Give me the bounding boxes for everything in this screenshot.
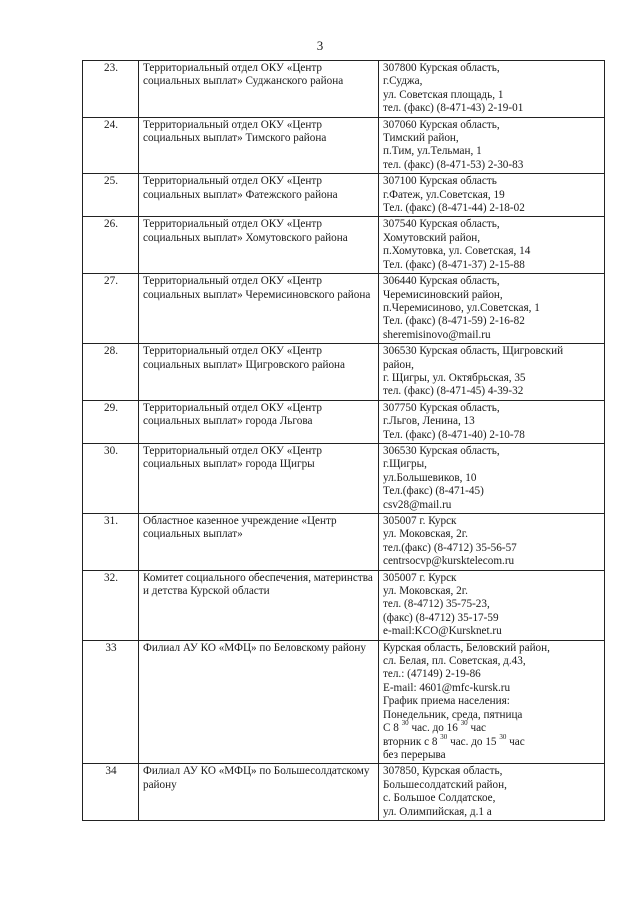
address-line: e-mail:KCO@Kursknet.ru (383, 625, 502, 638)
row-number: 30. (83, 443, 139, 513)
address-line: тел.(факс) (8-4712) 35-56-57 (383, 541, 517, 554)
schedule-line: без перерыва (383, 748, 446, 761)
schedule-line (383, 719, 601, 735)
address-line: Тел.(факс) (8-471-45) (383, 485, 484, 498)
address-line: г.Фатеж, ул.Советская, 19 (383, 188, 505, 201)
institution-name-text: Территориальный отдел ОКУ «Центр социальных выплат» города Льгова (143, 401, 323, 428)
address-line: 306530 Курская область, Щигровский (383, 345, 564, 358)
institution-address (379, 640, 605, 764)
institution-name-text: Территориальный отдел ОКУ «Центр социальных выплат» Суджанского района (143, 62, 344, 88)
institution-name (139, 61, 379, 118)
institution-name (139, 514, 379, 571)
address-line: район, (383, 358, 414, 371)
schedule-text: час (467, 722, 487, 735)
schedule-text: вторник с 8 (383, 735, 441, 748)
institution-name (139, 344, 379, 401)
institution-address (379, 61, 605, 118)
address-line: Большесолдатский район, (383, 778, 507, 791)
schedule-text: час. до 15 (447, 735, 500, 748)
address-line: Тел. (факс) (8-471-44) 2-18-02 (383, 202, 525, 215)
address-line: 307850, Курская область, (383, 765, 503, 778)
address-line: Черемисиновский район, (383, 288, 503, 301)
address-line: тел. (факс) (8-471-43) 2-19-01 (383, 102, 524, 115)
institution-address (379, 344, 605, 401)
address-line: г.Льгов, Ленина, 13 (383, 415, 475, 428)
table-row (83, 344, 605, 401)
row-number: 33 (83, 640, 139, 764)
address-line: с. Большое Солдатское, (383, 792, 496, 805)
address-line: 307750 Курская область, (383, 401, 500, 414)
address-line: E-mail: 4601@mfc-kursk.ru (383, 681, 511, 694)
address-line: г.Суджа, (383, 75, 423, 88)
address-line: ул. Олимпийская, д.1 а (383, 805, 492, 818)
row-number: 25. (83, 174, 139, 217)
institution-address (379, 764, 605, 821)
row-number: 28. (83, 344, 139, 401)
address-line: 307800 Курская область, (383, 62, 500, 74)
address-line: г. Щигры, ул. Октябрьская, 35 (383, 371, 526, 384)
row-number: 32. (83, 570, 139, 640)
institution-name (139, 570, 379, 640)
institution-name-text: Территориальный отдел ОКУ «Центр социальных выплат» Хомутовского района (143, 218, 348, 244)
schedule-text: час (506, 735, 525, 748)
institution-address (379, 400, 605, 443)
address-line: 305007 г. Курск (383, 571, 457, 584)
table-row (83, 117, 605, 174)
institution-address (379, 217, 605, 274)
address-line: ул.Большевиков, 10 (383, 471, 477, 484)
address-line: ул. Моковская, 2г. (383, 585, 468, 598)
schedule-text: С 8 (383, 722, 402, 735)
time-minutes: 30 (440, 732, 448, 741)
institution-name-text: Филиал АУ КО «МФЦ» по Беловскому району (143, 641, 366, 654)
table-row (83, 61, 605, 118)
table-row (83, 400, 605, 443)
institution-name-text: Филиал АУ КО «МФЦ» по Большесолдатскому району (143, 765, 370, 791)
address-line: ул. Советская площадь, 1 (383, 88, 504, 101)
table-body (83, 61, 605, 821)
address-line: ул. Моковская, 2г. (383, 528, 468, 541)
institution-address (379, 274, 605, 344)
address-line: 306530 Курская область, (383, 444, 500, 457)
address-line: График приема населения: (383, 695, 510, 708)
institution-name-text: Территориальный отдел ОКУ «Центр социальных выплат» города Щигры (143, 444, 323, 471)
address-line: п.Тим, ул.Тельман, 1 (383, 145, 482, 158)
address-line: Тел. (факс) (8-471-40) 2-10-78 (383, 428, 525, 441)
address-line: 307100 Курская область (383, 175, 497, 188)
address-line: (факс) (8-4712) 35-17-59 (383, 611, 499, 624)
institution-name (139, 274, 379, 344)
address-line: sheremisinovo@mail.ru (383, 328, 491, 341)
row-number: 26. (83, 217, 139, 274)
time-minutes: 30 (460, 719, 468, 728)
institution-name (139, 117, 379, 174)
institution-name-text: Территориальный отдел ОКУ «Центр социальных выплат» Тимского района (143, 118, 327, 145)
institution-name-text: Территориальный отдел ОКУ «Центр социальных выплат» Черемисиновского района (143, 275, 371, 301)
row-number: 23. (83, 61, 139, 118)
table-row (83, 764, 605, 821)
row-number: 24. (83, 117, 139, 174)
address-line: сл. Белая, пл. Советская, д.43, (383, 655, 526, 668)
address-line: п.Хомутовка, ул. Советская, 14 (383, 245, 531, 258)
address-line: Хомутовский район, (383, 231, 481, 244)
address-line: Курская область, Беловский район, (383, 641, 550, 654)
address-line: Тел. (факс) (8-471-59) 2-16-82 (383, 315, 525, 328)
row-number: 34 (83, 764, 139, 821)
institution-name (139, 764, 379, 821)
institution-name (139, 174, 379, 217)
institution-address (379, 514, 605, 571)
address-line: п.Черемисиново, ул.Советская, 1 (383, 301, 540, 314)
institution-address (379, 570, 605, 640)
table-row (83, 274, 605, 344)
address-line: centrsocvp@kursktelecom.ru (383, 555, 515, 568)
schedule-line (383, 732, 601, 749)
institution-address (379, 443, 605, 513)
address-line: csv28@mail.ru (383, 498, 452, 511)
time-minutes: 30 (499, 732, 507, 741)
address-line: тел. (8-4712) 35-75-23, (383, 598, 490, 611)
address-line: 306440 Курская область, (383, 275, 500, 288)
institution-name-text: Областное казенное учреждение «Центр социальных выплат» (143, 515, 337, 541)
institutions-table (82, 60, 605, 821)
institution-name (139, 640, 379, 764)
institution-name-text: Комитет социального обеспечения, материнства и детства Курской области (143, 571, 373, 598)
address-line: тел. (факс) (8-471-53) 2-30-83 (383, 158, 524, 171)
page-number: 3 (316, 38, 324, 53)
table-row (83, 174, 605, 217)
table-row (83, 640, 605, 764)
table-row (83, 570, 605, 640)
address-line: 307540 Курская область, (383, 218, 500, 231)
table-row (83, 217, 605, 274)
row-number: 27. (83, 274, 139, 344)
address-line: тел. (факс) (8-471-45) 4-39-32 (383, 385, 524, 398)
address-line: Тел. (факс) (8-471-37) 2-15-88 (383, 258, 525, 271)
row-number: 31. (83, 514, 139, 571)
address-line: тел.: (47149) 2-19-86 (383, 668, 481, 681)
institution-name (139, 217, 379, 274)
row-number: 29. (83, 400, 139, 443)
institution-name-text: Территориальный отдел ОКУ «Центр социальных выплат» Фатежского района (143, 175, 338, 201)
schedule-text: час. до 16 (408, 722, 461, 735)
institution-name (139, 443, 379, 513)
institution-address (379, 117, 605, 174)
time-minutes: 30 (401, 719, 409, 728)
address-line: г.Щигры, (383, 458, 427, 471)
address-line: Понедельник, среда, пятница (383, 708, 523, 721)
institution-name (139, 400, 379, 443)
institution-address (379, 174, 605, 217)
table-row (83, 443, 605, 513)
address-line: 305007 г. Курск (383, 515, 457, 527)
address-line: Тимский район, (383, 132, 459, 145)
institution-name-text: Территориальный отдел ОКУ «Центр социальных выплат» Щигровского района (143, 345, 345, 371)
table-row (83, 514, 605, 571)
address-line: 307060 Курская область, (383, 118, 500, 131)
